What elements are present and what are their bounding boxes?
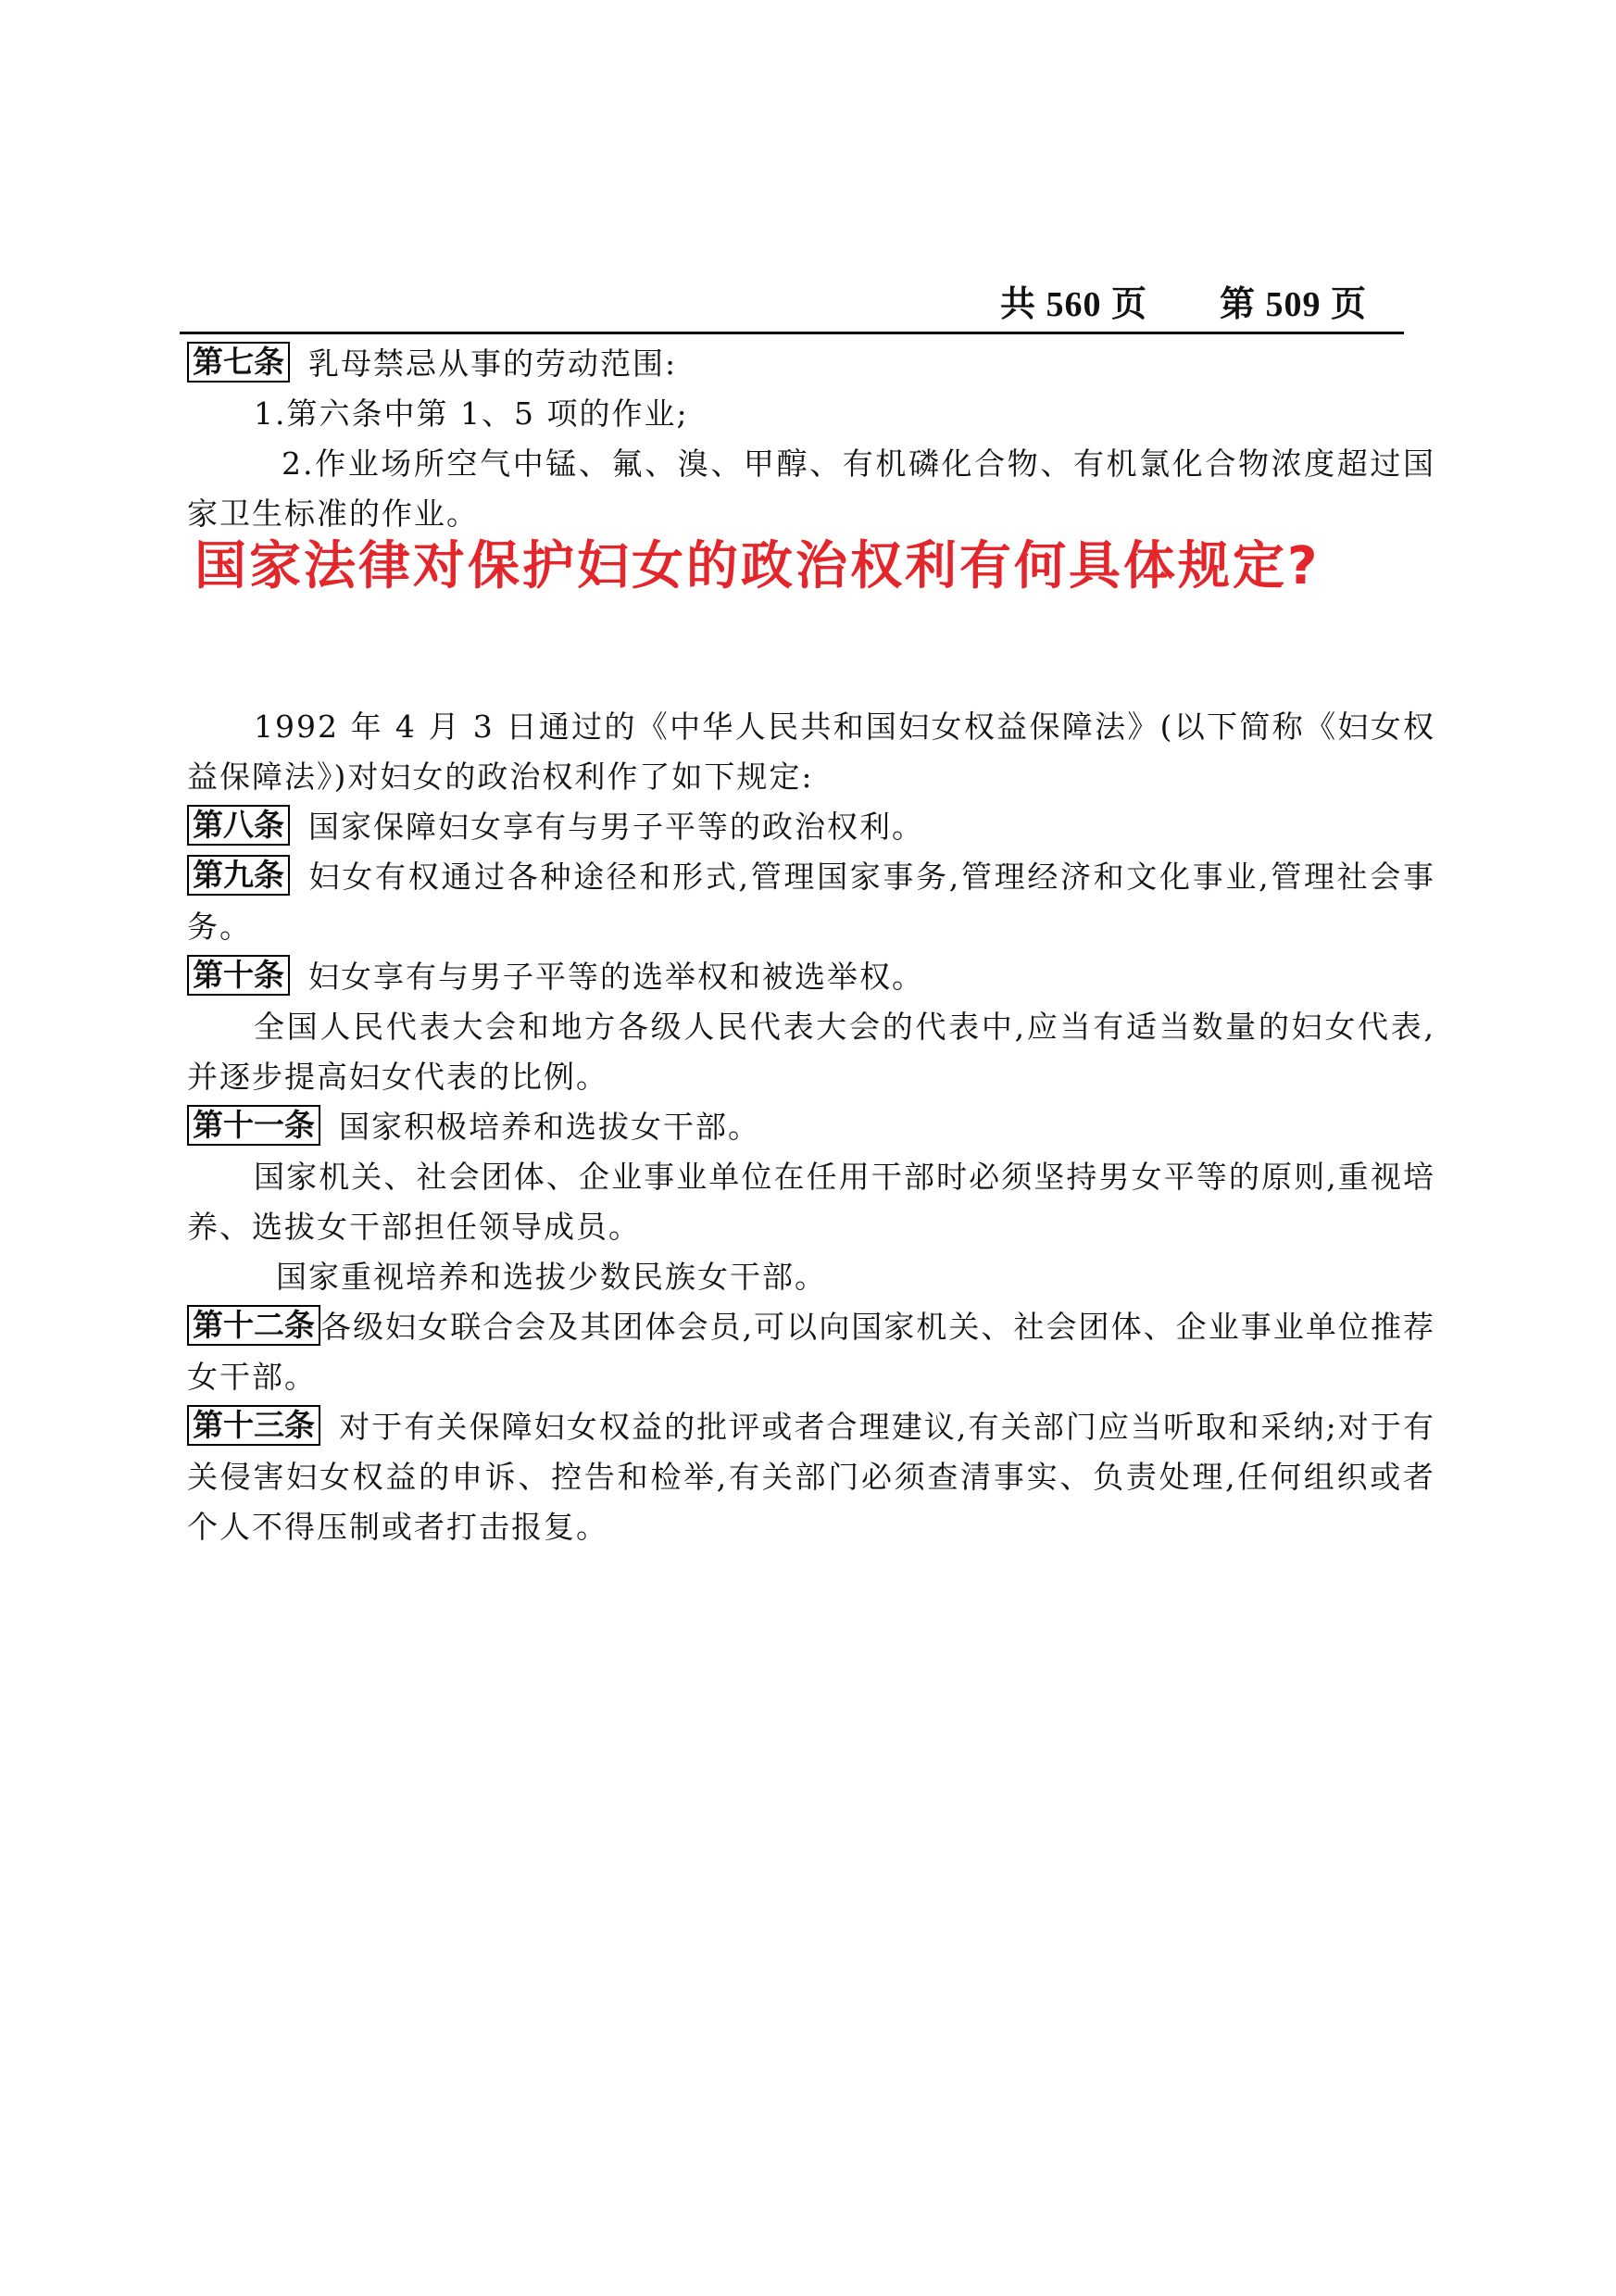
article11-line — [187, 1102, 1435, 1152]
article-text: 乳母禁忌从事的劳动范围: — [308, 345, 678, 382]
article-label: 第八条 — [187, 805, 290, 846]
article-label: 第十条 — [187, 955, 290, 996]
article-label: 第十三条 — [187, 1405, 320, 1446]
article-label: 第九条 — [187, 855, 290, 896]
article8-line — [187, 802, 1435, 852]
article-text: 各级妇女联合会及其团体会员,可以向国家机关、社会团体、企业事业单位推荐女干部。 — [187, 1309, 1435, 1395]
article10-line — [187, 952, 1435, 1002]
article-label: 第十二条 — [187, 1305, 320, 1346]
article7-item2: 2.作业场所空气中锰、氟、溴、甲醇、有机磷化合物、有机氯化合物浓度超过国家卫生标准的作业。 — [187, 445, 1435, 532]
total-pages: 共 560 页 — [999, 285, 1147, 324]
page-counter — [1000, 275, 1367, 326]
article-label: 第七条 — [187, 342, 290, 383]
political-rights-section — [187, 702, 1435, 1552]
article-text: 妇女有权通过各种途径和形式,管理国家事务,管理经济和文化事业,管理社会事务。 — [187, 859, 1435, 945]
article-text: 妇女享有与男子平等的选举权和被选举权。 — [308, 959, 924, 995]
current-page: 第 509 页 — [1219, 285, 1367, 324]
article10-paragraph2: 全国人民代表大会和地方各级人民代表大会的代表中,应当有适当数量的妇女代表,并逐步提高妇女代表的比例。 — [187, 1009, 1435, 1095]
article7-item1: 1.第六条中第 1、5 项的作业; — [254, 395, 689, 432]
article-text: 对于有关保障妇女权益的批评或者合理建议,有关部门应当听取和采纳;对于有关侵害妇女权益的申诉、控告和检举,有关部门必须查清事实、负责处理,任何组织或者个人不得压制或者打击报复。 — [187, 1409, 1435, 1545]
article-text: 国家保障妇女享有与男子平等的政治权利。 — [308, 809, 924, 845]
question-heading: 国家法律对保护妇女的政治权利有何具体规定? — [194, 536, 1321, 596]
page-header — [180, 278, 1404, 334]
article-label: 第十一条 — [187, 1105, 320, 1146]
article-text: 国家积极培养和选拔女干部。 — [339, 1109, 760, 1145]
article13-line — [187, 1402, 1435, 1552]
article11-paragraph3: 国家重视培养和选拔少数民族女干部。 — [276, 1259, 827, 1295]
article7-section — [187, 339, 1435, 539]
article9-line — [187, 852, 1435, 952]
article11-paragraph2: 国家机关、社会团体、企业事业单位在任用干部时必须坚持男女平等的原则,重视培养、选拔女干部担任领导成员。 — [187, 1159, 1435, 1245]
article7-line — [187, 339, 1435, 389]
article12-line — [187, 1302, 1435, 1402]
intro-paragraph: 1992 年 4 月 3 日通过的《中华人民共和国妇女权益保障法》(以下简称《妇女权益保障法》)对妇女的政治权利作了如下规定: — [187, 709, 1435, 795]
